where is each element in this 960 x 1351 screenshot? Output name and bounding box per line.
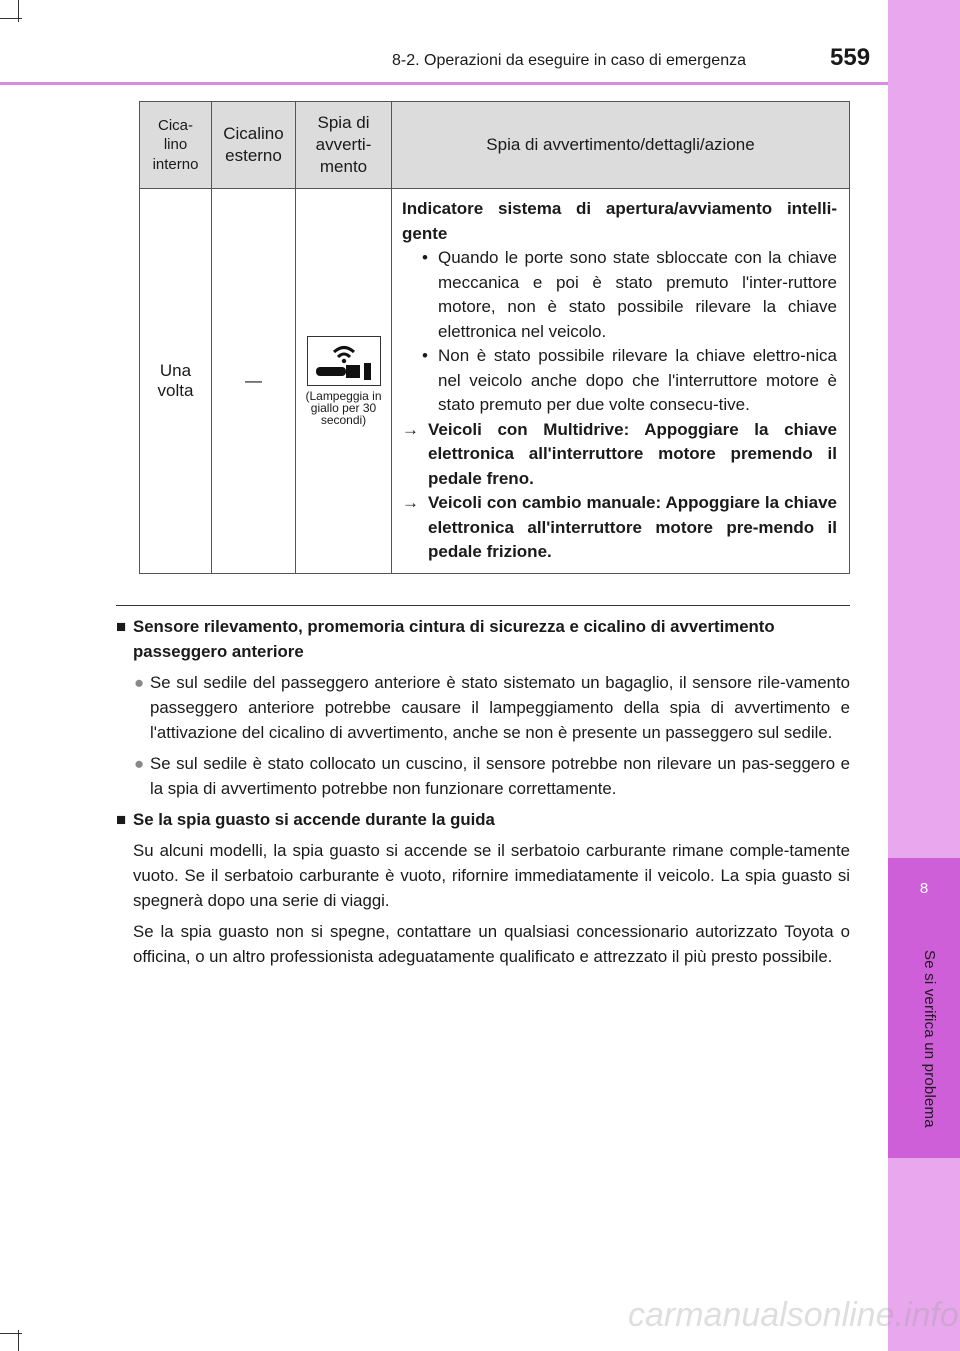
- header-warning-light: Spia di avverti- mento: [296, 102, 392, 189]
- warning-light-caption: (Lampeggia in giallo per 30 secondi): [305, 388, 382, 427]
- square-bullet-icon: ■: [116, 617, 127, 636]
- smart-key-warning-icon: [307, 336, 381, 386]
- page-number: 559: [830, 44, 871, 71]
- table-header-row: [140, 102, 850, 189]
- bullet-icon: •: [422, 346, 428, 365]
- watermark: carmanualsonline.info: [628, 1296, 959, 1334]
- header-details: Spia di avvertimento/dettagli/azione: [392, 102, 850, 189]
- section-heading: ■ Se la spia guasto si accende durante la guida: [116, 807, 850, 832]
- internal-buzzer-cell: Una volta: [140, 189, 212, 574]
- crop-mark: [18, 1330, 19, 1351]
- section-divider: [116, 605, 850, 606]
- external-buzzer-cell: —: [212, 189, 296, 574]
- bullet-icon: •: [422, 248, 428, 267]
- crop-mark: [18, 0, 19, 22]
- detail-action: → Veicoli con Multidrive: Appoggiare la chiave elettronica all'interruttore motore premendo il pedale freno.: [402, 419, 837, 488]
- detail-bullet: • Quando le porte sono state sbloccate con la chiave meccanica e poi è stato premuto l'inter-ruttore motore, non è stato possibile rilevare la chiave elettronica nel veicolo.: [422, 248, 837, 341]
- section-title: 8-2. Operazioni da eseguire in caso di emergenza: [392, 52, 746, 69]
- section-heading: ■ Sensore rilevamento, promemoria cintura di sicurezza e cicalino di avvertimento passeggero anteriore: [116, 614, 850, 664]
- header-rule: [0, 82, 888, 85]
- chapter-number: 8: [919, 880, 929, 897]
- square-bullet-icon: ■: [116, 810, 127, 829]
- detail-bullet: • Non è stato possibile rilevare la chiave elettro-nica nel veicolo anche dopo che l'interruttore motore è stato premuto per due volte consecu-tive.: [422, 346, 837, 414]
- list-item: ● Se sul sedile è stato collocato un cuscino, il sensore potrebbe non rilevare un pas-seggero e la spia di avvertimento potrebbe non funzionare correttamente.: [116, 751, 850, 801]
- chapter-title: Se si verifica un problema: [921, 950, 938, 1128]
- body-content: [116, 614, 850, 975]
- list-item: ● Se sul sedile del passeggero anteriore è stato sistemato un bagaglio, il sensore rile-vamento passeggero anteriore potrebbe causare il lampeggiamento della spia di avvertimento e l'attivazione del cicalino di avvertimento, anche se non è presente un passeggero sul sedile.: [116, 670, 850, 745]
- arrow-icon: →: [402, 493, 419, 512]
- table-row: [140, 189, 850, 574]
- circle-bullet-icon: ●: [134, 754, 145, 773]
- arrow-icon: →: [402, 419, 419, 439]
- detail-title: Indicatore sistema di apertura/avviamento intelli-gente: [402, 199, 837, 243]
- header-internal-buzzer: Cica- lino interno: [140, 102, 212, 189]
- warning-light-cell: [296, 189, 392, 574]
- paragraph: Su alcuni modelli, la spia guasto si accende se il serbatoio carburante rimane comple-tamente vuoto. Se il serbatoio carburante è vuoto, rifornire immediatamente il veicolo. La spia guasto si spegnerà dopo una serie di viaggi.: [133, 841, 850, 910]
- paragraph: Se la spia guasto non si spegne, contattare un qualsiasi concessionario autorizzato Toyota o officina, o un altro professionista adeguatamente qualificato e attrezzato il più presto possibile.: [133, 922, 850, 966]
- warning-table: [139, 101, 850, 574]
- header-external-buzzer: Cicalino esterno: [212, 102, 296, 189]
- detail-action: → Veicoli con cambio manuale: Appoggiare la chiave elettronica all'interruttore motore pre-mendo il pedale frizione.: [402, 493, 837, 561]
- circle-bullet-icon: ●: [134, 673, 145, 692]
- details-cell: [392, 189, 850, 574]
